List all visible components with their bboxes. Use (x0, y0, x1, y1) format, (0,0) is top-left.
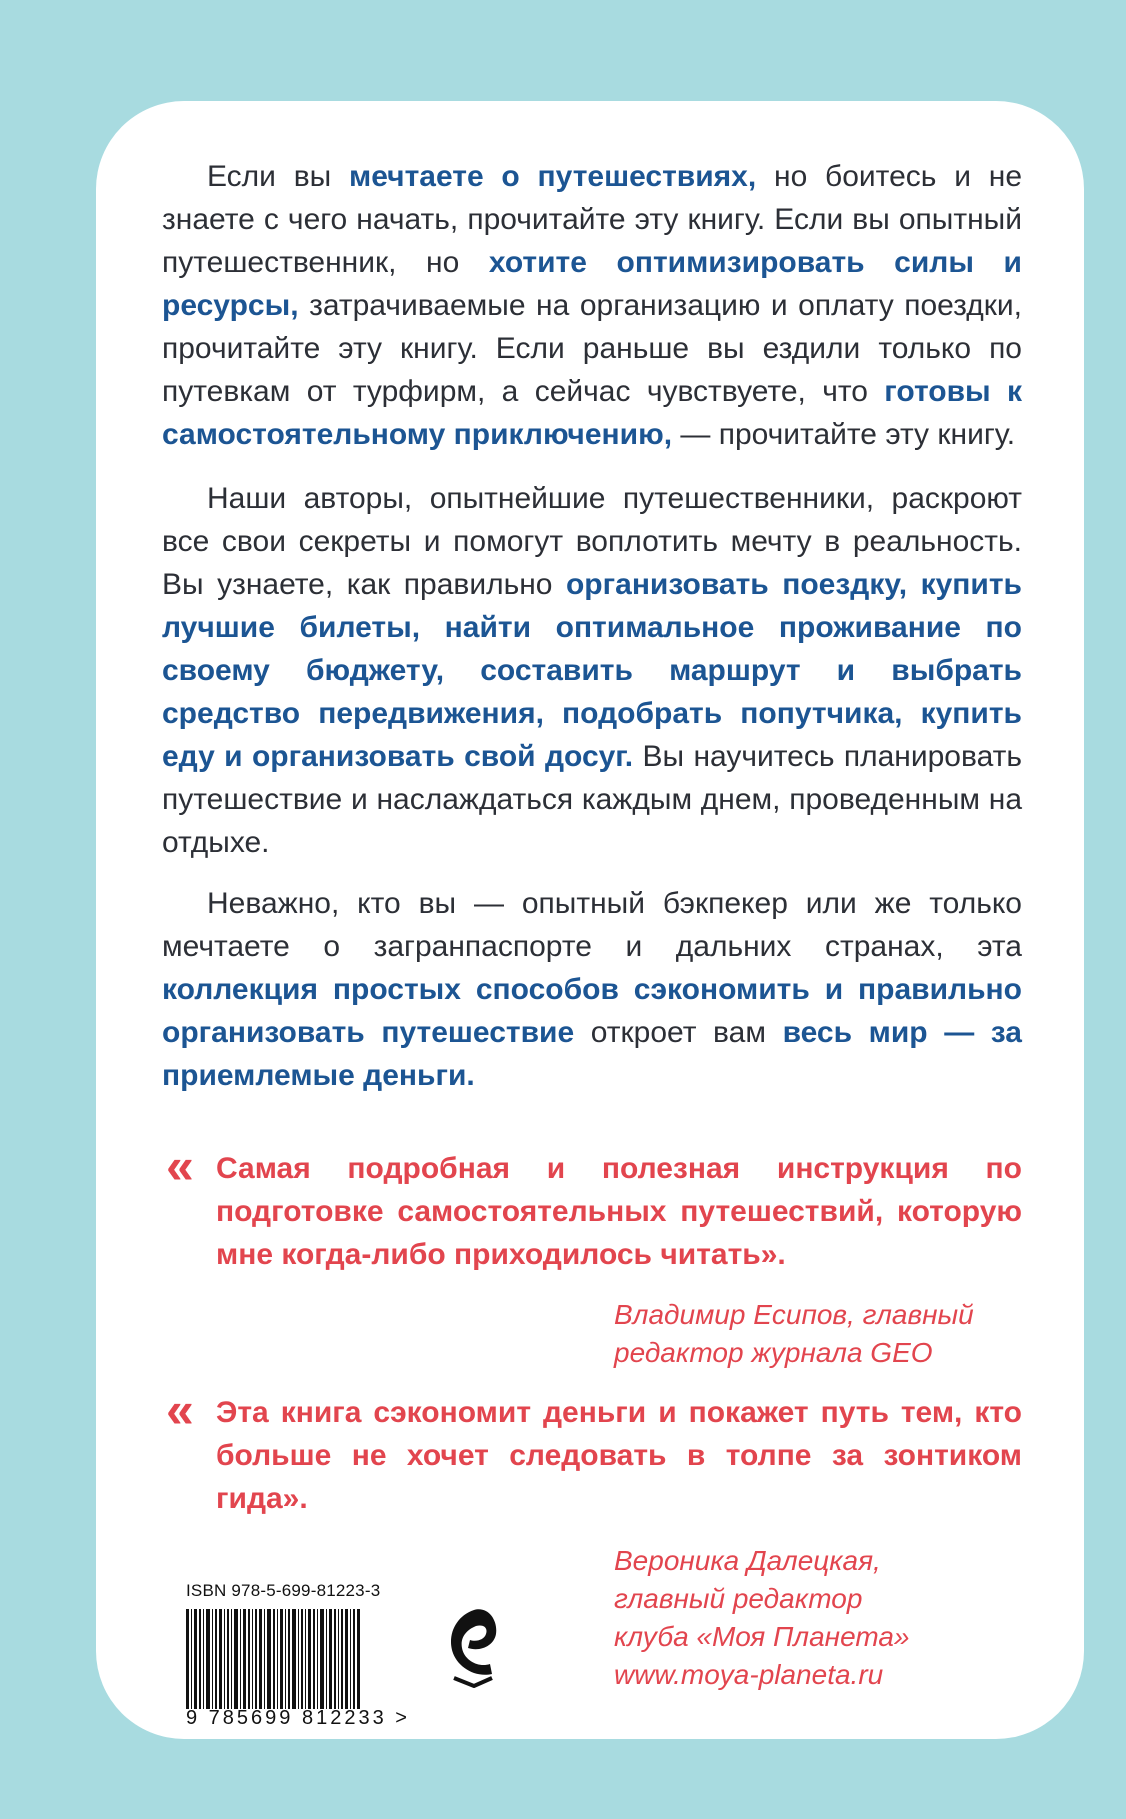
quote-2 (162, 1382, 1022, 1520)
quote-2-author-name: Вероника Далецкая, (614, 1545, 881, 1576)
p1-highlight-1: мечтаете о путешествиях, (349, 160, 757, 193)
barcode-bars (186, 1609, 426, 1709)
publisher-logo-icon (444, 1604, 500, 1688)
ean-digits: 9 785699 812233 > (186, 1707, 410, 1729)
paragraph-1 (162, 155, 1022, 456)
p3-text-1: Неважно, кто вы — опытный бэкпекер или же только мечтаете о загранпаспорте и дальних странах, эта (162, 887, 1022, 963)
p2-text-2: Вы научитесь планировать путешествие и наслаждаться каждым днем, проведенным на отдыхе. (162, 740, 1022, 859)
isbn-label: ISBN 978-5-699-81223-3 (186, 1581, 381, 1600)
quote-2-author-role: главный редактор (614, 1583, 863, 1614)
p1-highlight-2: хотите оптимизировать силы и ресурсы, (162, 246, 1022, 322)
quote-2-author-club: клуба «Моя Планета» (614, 1621, 910, 1652)
p1-text-3: затрачиваемые на организацию и оплату поездки, прочитайте эту книгу. Если раньше вы ездили только по путевкам от турфирм, а сейчас чувствуете, что (162, 289, 1022, 408)
p3-highlight-1: коллекция простых способов сэкономить и правильно организовать путешествие (162, 973, 1022, 1049)
quote-2-author (614, 1542, 1034, 1694)
p1-text-2: но боитесь и не знаете с чего начать, прочитайте эту книгу. Если вы опытный путешественник, но (162, 160, 1023, 279)
paragraph-3 (162, 882, 1022, 1097)
p3-text-2: откроет вам (574, 1016, 783, 1049)
barcode (186, 1581, 426, 1730)
quote-mark-icon: « (166, 1138, 194, 1194)
p2-highlight-1: организовать поездку, купить лучшие билеты, найти оптимальное проживание по своему бюджету, составить маршрут и выбрать средство передвижения, подобрать попутчика, купить еду и организовать свой досуг. (162, 568, 1022, 773)
quote-1 (162, 1138, 1022, 1276)
p1-text-4: — прочитайте эту книгу. (672, 418, 1016, 451)
paragraph-2 (162, 477, 1022, 864)
p1-text-1: Если вы (207, 160, 350, 193)
quote-mark-icon: « (166, 1382, 194, 1438)
p2-text-1: Наши авторы, опытнейшие путешественники, раскроют все свои секреты и помогут воплотить мечту в реальность. Вы узнаете, как правильно (162, 482, 1022, 601)
p3-highlight-2: весь мир — за приемлемые деньги. (162, 1016, 1022, 1092)
p1-highlight-3: готовы к самостоятельному приключению, (162, 375, 1022, 451)
quote-2-text: Эта книга сэкономит деньги и покажет путь тем, кто больше не хочет следовать в толпе за зонтиком гида». (216, 1396, 1022, 1515)
quote-2-author-url: www.moya-planeta.ru (614, 1659, 884, 1690)
quote-1-text: Самая подробная и полезная инструкция по подготовке самостоятельных путешествий, которую мне когда-либо приходилось читать». (216, 1152, 1022, 1271)
quote-1-author: Владимир Есипов, главный редактор журнала GEO (614, 1299, 974, 1368)
